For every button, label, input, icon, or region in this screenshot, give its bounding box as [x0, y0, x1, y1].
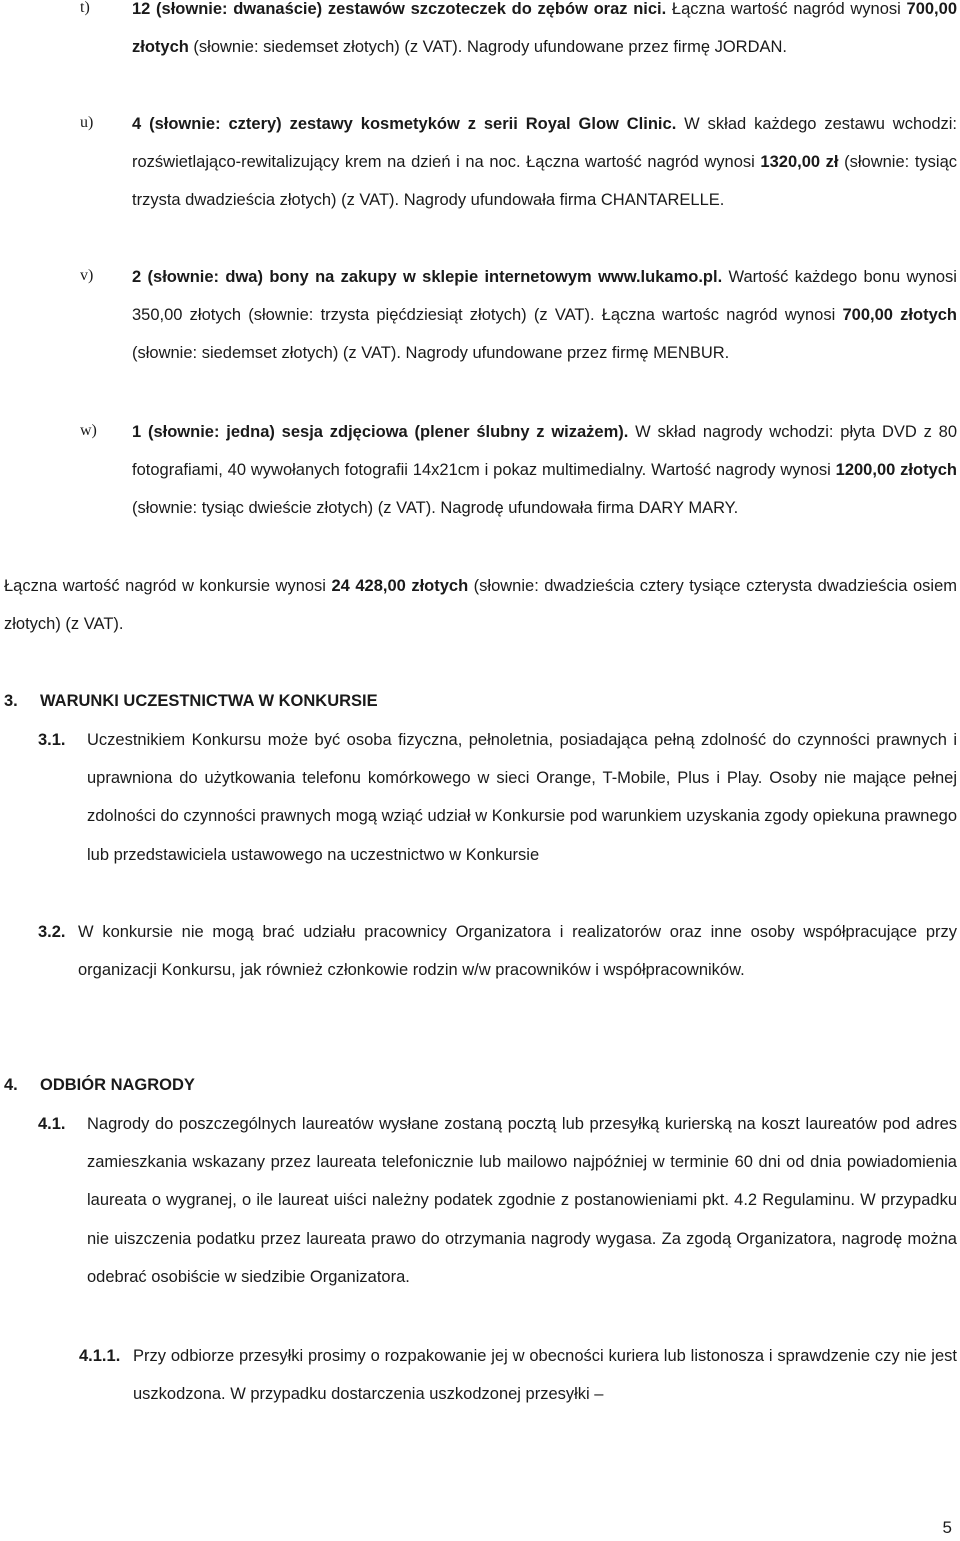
clause-text	[87, 721, 957, 874]
prize-item-value: 1200,00 złotych	[835, 461, 957, 480]
clause-text	[87, 1105, 957, 1296]
prize-item-value: 700,00 złotych	[842, 306, 958, 325]
clause-number: 4.1.	[38, 1115, 66, 1133]
prize-item-description-end: (słownie: siedemset złotych) (z VAT). Nagrody ufundowane przez firmę MENBUR.	[132, 344, 730, 363]
total-text: Łączna wartość nagród w konkursie wynosi	[4, 577, 332, 595]
prize-item-text	[132, 0, 957, 66]
clause-body: Nagrody do poszczególnych laureatów wysłane zostaną pocztą lub przesyłką kurierską na koszt laureatów pod adres zamieszkania wskazany przez laureata telefonicznie lub mailowo najpóźniej w terminie 60 dni od dnia powiadomienia laureata o wygranej, o ile laureat uiści należny podatek zgodnie z postanowieniami pkt. 4.2 Regulaminu. W przypadku nie uiszczenia podatku przez laureata prawo do otrzymania nagrody wygasa. Za zgodą Organizatora, nagrodę można odebrać osobiście w siedzibie Organizatora.	[87, 1115, 957, 1286]
clause-body: Uczestnikiem Konkursu może być osoba fizyczna, pełnoletnia, posiadająca pełną zdolność do czynności prawnych i uprawniona do użytkowania telefonu komórkowego w sieci Orange, T-Mobile, Plus i Play. Osoby nie mające pełnej zdolności do czynności prawnych mogą wziąć udział w Konkursie pod warunkiem uzyskania zgody opiekuna prawnego lub przedstawiciela ustawowego na uczestnictwo w Konkursie	[87, 731, 957, 864]
list-marker: u)	[80, 114, 94, 131]
prize-item-description-end: (słownie: tysiąc trzysta dwadzieścia złotych) (z VAT). Nagrody ufundowała firma CHANTARELLE.	[132, 153, 958, 210]
prize-item-description: W skład nagrody wchodzi: płyta DVD z 80 fotografiami, 40 wywołanych fotografii 14x21cm i pokaz multimedialny. Wartość nagrody wynosi	[132, 423, 957, 480]
prize-item-title: 2 (słownie: dwa) bony na zakupy w sklepie internetowym www.lukamo.pl.	[132, 268, 723, 286]
prize-item-value: 1320,00 zł	[760, 153, 839, 172]
section-title: WARUNKI UCZESTNICTWA W KONKURSIE	[40, 692, 378, 710]
list-marker: w)	[80, 422, 97, 439]
prize-item-text	[132, 413, 957, 528]
section-title: ODBIÓR NAGRODY	[40, 1076, 195, 1094]
clause-text	[78, 913, 957, 989]
list-marker: t)	[80, 0, 90, 16]
prize-item-value: 700,00 złotych	[132, 0, 957, 57]
page-number: 5	[942, 1518, 952, 1537]
prize-item-text	[132, 105, 957, 220]
total-amount: 24 428,00 złotych	[331, 577, 469, 595]
prize-item-text	[132, 258, 957, 373]
list-marker: v)	[80, 267, 94, 284]
prize-item-title: 1 (słownie: jedna) sesja zdjęciowa (plener ślubny z wizażem).	[132, 423, 629, 441]
prize-item-title: 4 (słownie: cztery) zestawy kosmetyków z serii Royal Glow Clinic.	[132, 115, 677, 133]
clause-text	[133, 1337, 957, 1413]
prize-item-description-end: (słownie: tysiąc dwieście złotych) (z VAT). Nagrodę ufundowała firma DARY MARY.	[132, 499, 739, 518]
section-heading-3	[4, 682, 378, 720]
section-number: 4.	[4, 1076, 18, 1094]
clause-number: 3.1.	[38, 731, 66, 749]
clause-number: 3.2.	[38, 923, 66, 941]
prize-item-description: W skład każdego zestawu wchodzi: rozświetlająco-rewitalizujący krem na dzień i na noc. Łączna wartość nagród wynosi	[132, 115, 957, 172]
total-text-end: (słownie: dwadzieścia cztery tysiące czterysta dwadzieścia osiem złotych) (z VAT).	[4, 577, 958, 634]
section-number: 3.	[4, 692, 18, 710]
prize-item-description-end: (słownie: siedemset złotych) (z VAT). Nagrody ufundowane przez firmę JORDAN.	[188, 38, 788, 57]
total-value-paragraph	[4, 567, 957, 643]
clause-body: W konkursie nie mogą brać udziału pracownicy Organizatora i realizatorów oraz inne osoby współpracujące przy organizacji Konkursu, jak również członkowie rodzin w/w pracowników i współpracowników.	[78, 923, 957, 980]
prize-item-description: Wartość każdego bonu wynosi 350,00 złotych (słownie: trzysta pięćdziesiąt złotych) (z VAT). Łączna wartośc nagród wynosi	[132, 268, 957, 325]
prize-item-title: 12 (słownie: dwanaście) zestawów szczoteczek do zębów oraz nici.	[132, 0, 667, 18]
clause-number: 4.1.1.	[79, 1347, 121, 1365]
prize-item-description: Łączna wartość nagród wynosi	[666, 0, 907, 18]
clause-body: Przy odbiorze przesyłki prosimy o rozpakowanie jej w obecności kuriera lub listonosza i sprawdzenie czy nie jest uszkodzona. W przypadku dostarczenia uszkodzonej przesyłki –	[133, 1347, 957, 1404]
section-heading-4	[4, 1066, 195, 1104]
